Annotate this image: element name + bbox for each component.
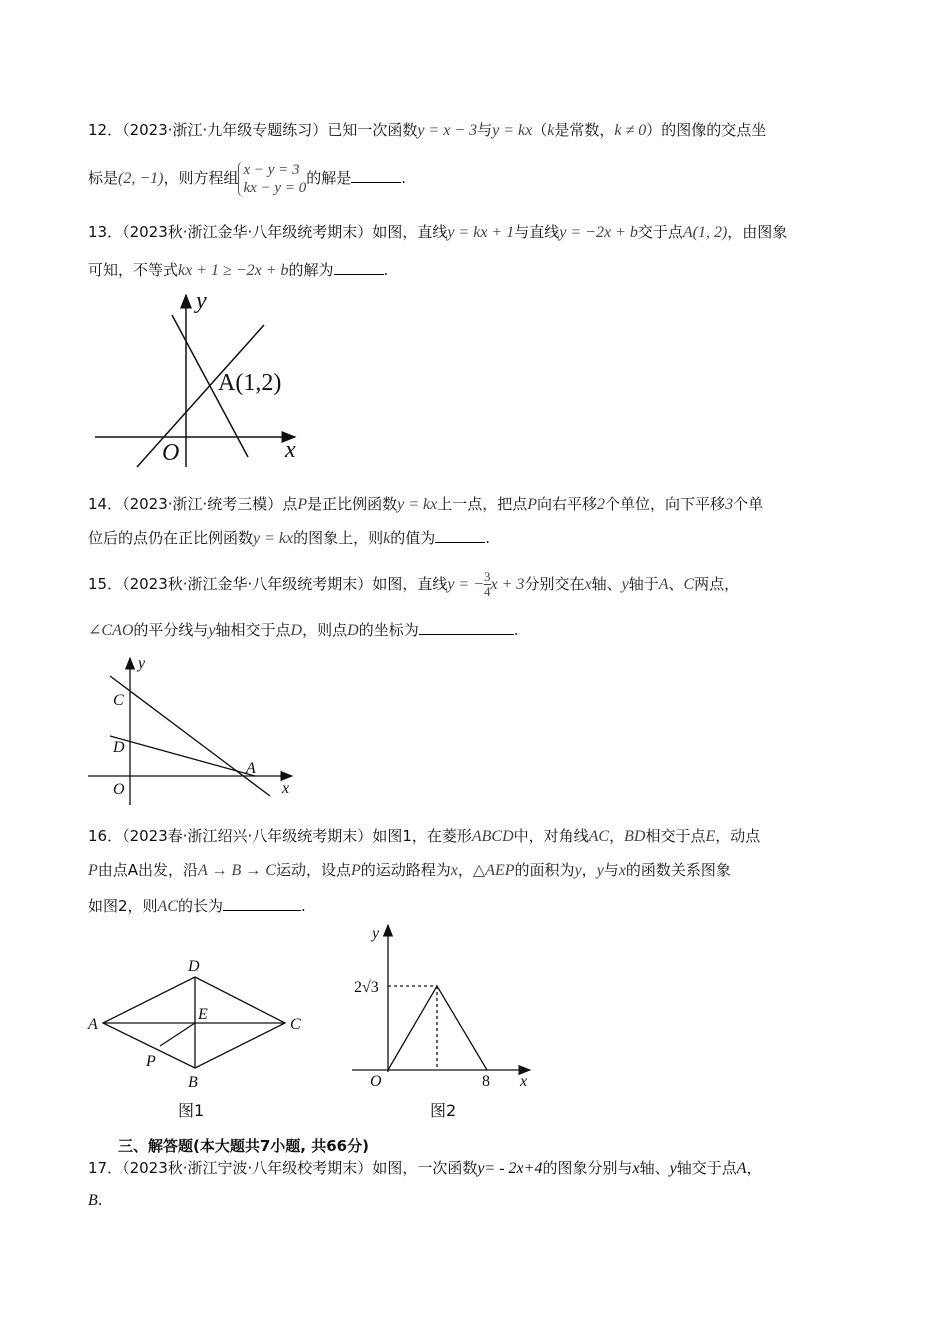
math: AC	[157, 898, 178, 915]
text: 可知，不等式	[88, 261, 179, 279]
y-label: y	[196, 288, 207, 314]
math: P	[88, 862, 98, 879]
text: ）的图像的交点坐	[646, 121, 767, 139]
origin-label: O	[113, 781, 125, 798]
text: 的运动路程为	[360, 861, 451, 879]
question-source: （2023秋·浙江金华·八年级统考期末）	[122, 223, 373, 241]
text: 的面积为	[514, 861, 575, 879]
line-kx-plus-1	[137, 325, 264, 467]
text: 是常数，	[554, 121, 615, 139]
math: 2	[597, 496, 606, 513]
math: A	[658, 576, 669, 593]
figure-16-1	[103, 977, 285, 1068]
math: y	[208, 622, 216, 639]
text: 与直线	[514, 223, 560, 241]
text: 的图象上，则	[293, 529, 384, 547]
x-label: x	[285, 437, 296, 463]
text: 的函数关系图象	[625, 861, 731, 879]
text: 点	[282, 495, 298, 513]
point-b-label: B	[188, 1074, 198, 1091]
question-number: 15．	[88, 575, 123, 593]
denominator: 4	[484, 584, 491, 599]
math: k	[383, 530, 391, 547]
text: .	[97, 1191, 103, 1209]
text: （	[532, 121, 548, 139]
point-d-label: D	[188, 958, 200, 975]
question-number: 13．	[88, 223, 123, 241]
point-a-label: A(1,2)	[218, 370, 282, 396]
math: D	[290, 622, 303, 639]
question-number: 16．	[88, 827, 123, 845]
text: ，	[609, 827, 625, 845]
text: .	[401, 169, 406, 187]
text: 的值为	[390, 529, 436, 547]
y-label: y	[372, 925, 380, 942]
text: 分别交在	[524, 575, 585, 593]
text: ，由图象	[727, 223, 788, 241]
math: A(1, 2)	[682, 224, 728, 241]
text: 如图，直线	[372, 223, 448, 241]
math: y = kx	[253, 530, 294, 547]
x-label: x	[520, 1073, 528, 1090]
text: 与	[603, 861, 619, 879]
point-e-label: E	[198, 1006, 208, 1023]
math: BD	[624, 828, 646, 845]
point-c-label: C	[113, 692, 124, 709]
bisector-da	[110, 736, 255, 776]
text: 轴、	[639, 1159, 670, 1177]
math: AC	[588, 828, 610, 845]
text: .	[513, 621, 519, 639]
y-max-label: 2√3	[354, 979, 379, 996]
x-tick-label: 8	[482, 1073, 490, 1090]
text: ，	[457, 861, 473, 879]
math: kx + 1 ≥ −2x + b	[178, 262, 289, 279]
text: 如图1，在菱形	[372, 827, 472, 845]
math: k	[547, 122, 555, 139]
text: 上一点，把点	[437, 495, 528, 513]
segment-pe	[160, 1023, 195, 1046]
math: P	[351, 862, 361, 879]
question-number: 14．	[88, 495, 123, 513]
text: ，	[746, 1159, 762, 1177]
text: 的坐标为	[358, 621, 419, 639]
figure-caption: 图1	[178, 1101, 205, 1120]
math: A	[736, 1160, 747, 1177]
math: y = kx + 1	[447, 224, 515, 241]
text: 轴交于点	[676, 1159, 737, 1177]
text: 个单	[733, 495, 764, 513]
origin-label: O	[370, 1073, 382, 1090]
text: 轴相交于点	[215, 621, 291, 639]
question-source: （2023秋·浙江金华·八年级统考期末）	[122, 575, 373, 593]
math: C	[683, 576, 695, 593]
point-a-label: A	[88, 1016, 98, 1033]
text: 的平分线与	[133, 621, 209, 639]
figure-caption: 图2	[430, 1101, 457, 1120]
text: 如图2，则	[88, 897, 158, 915]
text: .	[485, 529, 491, 547]
text: 的解是	[306, 169, 352, 187]
text: 是正比例函数	[307, 495, 398, 513]
text: 位后的点仍在正比例函数	[88, 529, 254, 547]
text: 运动，设点	[275, 861, 351, 879]
math: y = x − 3	[417, 122, 478, 139]
text: ，	[581, 861, 597, 879]
text: 中，对角线	[513, 827, 589, 845]
math: (2, −1)	[118, 170, 164, 187]
question-source: （2023·浙江·统考三模）	[122, 495, 283, 513]
math: y = −2x + b	[559, 224, 638, 241]
question-number: 17．	[88, 1159, 123, 1177]
math: P	[297, 496, 308, 513]
text: 已知一次函数	[327, 121, 418, 139]
x-label: x	[282, 780, 290, 797]
text: 标是	[88, 169, 119, 187]
math: y	[596, 862, 604, 879]
text: ，则方程组	[163, 169, 239, 187]
question-source: （2023春·浙江绍兴·八年级统考期末）	[122, 827, 373, 845]
point-c-label: C	[290, 1016, 301, 1033]
equation: kx − y = 0	[243, 179, 307, 196]
math: y = −	[447, 576, 485, 593]
math: x + 3	[490, 576, 525, 593]
text: 个单位，向下平移	[605, 495, 726, 513]
text: 、	[668, 575, 684, 593]
question-source: （2023秋·浙江宁波·八年级校考期末）	[122, 1159, 373, 1177]
point-a-label: A	[246, 760, 256, 777]
text: 轴于	[628, 575, 659, 593]
text: 的长为	[178, 897, 224, 915]
text: 向右平移	[537, 495, 598, 513]
origin-label: O	[162, 440, 180, 466]
text: .	[383, 261, 389, 279]
math: y	[574, 862, 582, 879]
section-heading: 三、解答题(本大题共7小题, 共66分)	[118, 1137, 369, 1155]
math: △AEP	[472, 862, 515, 879]
math: 3	[725, 496, 734, 513]
math: ABCD	[471, 828, 514, 845]
y-label: y	[138, 655, 146, 672]
equation: x − y = 3	[243, 161, 300, 178]
text: 如图，一次函数	[372, 1159, 478, 1177]
figure-16-2	[352, 925, 530, 1072]
math: k ≠ 0	[614, 122, 647, 139]
text: 的图象分别与	[542, 1159, 633, 1177]
math: x	[450, 862, 458, 879]
math: B	[88, 1192, 98, 1209]
text: ，则点	[302, 621, 348, 639]
text: 的解为	[288, 261, 334, 279]
math: x	[618, 862, 626, 879]
text: 由点A出发，沿	[97, 861, 199, 879]
text: 如图，直线	[372, 575, 448, 593]
text: ，动点	[715, 827, 761, 845]
text: 交于点	[637, 223, 683, 241]
point-p-label: P	[146, 1053, 156, 1070]
text: 相交于点	[645, 827, 706, 845]
math: A → B → C	[198, 862, 276, 879]
math: y = kx	[397, 496, 438, 513]
math: y= - 2x+4	[477, 1160, 543, 1177]
math: P	[527, 496, 538, 513]
numerator: 3	[484, 569, 491, 584]
math: y = kx	[492, 122, 533, 139]
question-number: 12．	[88, 121, 123, 139]
text: .	[301, 897, 306, 915]
math: D	[347, 622, 359, 639]
text: 轴、	[591, 575, 622, 593]
math: x	[632, 1160, 640, 1177]
math: E	[705, 828, 716, 845]
math: y	[621, 576, 629, 593]
question-source: （2023·浙江·九年级专题练习）	[122, 121, 328, 139]
text: 两点，	[694, 575, 740, 593]
text: 与	[477, 121, 493, 139]
line-ca	[110, 676, 270, 796]
math: ∠CAO	[88, 622, 134, 639]
math: y	[669, 1160, 677, 1177]
math: x	[584, 576, 592, 593]
point-d-label: D	[113, 739, 125, 756]
